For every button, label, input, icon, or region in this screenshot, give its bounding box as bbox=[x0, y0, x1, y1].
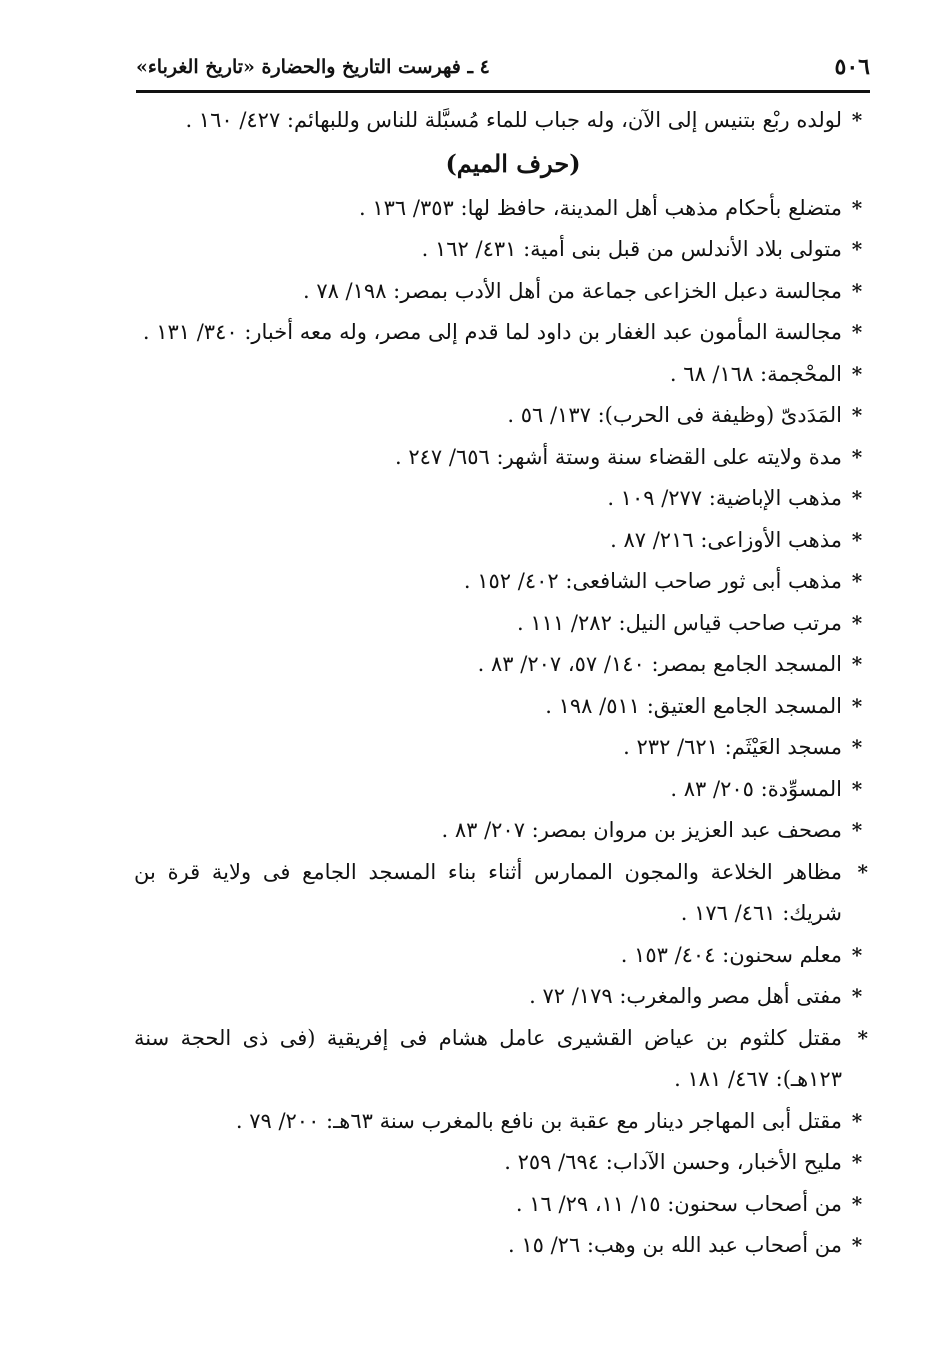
entry-text: متضلع بأحكام مذهب أهل المدينة، حافظ لها: ٣٥٣/ ١٣٦ . bbox=[359, 195, 842, 220]
entry-marker: * bbox=[851, 569, 863, 593]
entry-text: مصحف عبد العزيز بن مروان بمصر: ٢٠٧/ ٨٣ . bbox=[441, 818, 842, 842]
index-entry bbox=[134, 1018, 868, 1101]
index-entry bbox=[134, 727, 868, 769]
entry-marker: * bbox=[851, 652, 863, 676]
entry-marker: * bbox=[851, 527, 863, 552]
entry-text: مرتب صاحب قياس النيل: ٢٨٢/ ١١١ . bbox=[517, 610, 842, 635]
entry-text: مسجد العَيْثَم: ٦٢١/ ٢٣٢ . bbox=[623, 735, 842, 759]
entry-text: مقتل أبى المهاجر دينار مع عقبة بن نافع بالمغرب سنة ٦٣هـ: ٢٠٠/ ٧٩ . bbox=[235, 1108, 842, 1133]
entry-text: المسجد الجامع العتيق: ٥١١/ ١٩٨ . bbox=[545, 693, 842, 718]
entry-text: مليح الأخبار، وحسن الآداب: ٦٩٤/ ٢٥٩ . bbox=[504, 1150, 842, 1174]
entry-marker: * bbox=[851, 735, 863, 759]
index-entry bbox=[134, 354, 868, 396]
index-entry bbox=[134, 1142, 868, 1184]
index-entry bbox=[134, 271, 868, 313]
index-entry bbox=[134, 1101, 868, 1143]
index-entry bbox=[134, 769, 868, 811]
entry-text: مفتى أهل مصر والمغرب: ١٧٩/ ٧٢ . bbox=[529, 984, 842, 1008]
index-entry bbox=[134, 395, 868, 437]
entry-marker: * bbox=[851, 818, 863, 842]
entry-text: مجالسة المأمون عبد الغفار بن داود لما قدم إلى مصر، وله معه أخبار: ٣٤٠/ ١٣١ . bbox=[142, 320, 842, 344]
running-header-title: ٤ ـ فهرست التاريخ والحضارة «تاريخ الغرباء» bbox=[136, 56, 490, 78]
running-header bbox=[136, 50, 870, 86]
entry-marker: * bbox=[851, 361, 863, 386]
entry-text: مذهب أبى ثور صاحب الشافعى: ٤٠٢/ ١٥٢ . bbox=[463, 569, 842, 593]
entry-marker: * bbox=[851, 1233, 863, 1257]
index-entry bbox=[134, 561, 868, 603]
entry-marker: * bbox=[851, 1108, 863, 1133]
index-entry bbox=[134, 229, 868, 271]
entry-text: المسجد الجامع بمصر: ١٤٠/ ٥٧، ٢٠٧/ ٨٣ . bbox=[477, 652, 842, 676]
entry-text: المحْجمة: ١٦٨/ ٦٨ . bbox=[669, 361, 842, 386]
entry-text: مقتل كلثوم بن عياض القشيرى عامل هشام فى إفريقية (فى ذى الحجة سنة ١٢٣هـ): ٤٦٧/ ١٨١ . bbox=[134, 1025, 842, 1091]
entry-text: من أصحاب عبد الله بن وهب: ٢٦/ ١٥ . bbox=[507, 1233, 842, 1257]
index-entry bbox=[134, 312, 868, 354]
entry-list bbox=[134, 188, 868, 1267]
entry-marker: * bbox=[851, 278, 863, 303]
index-entry bbox=[134, 644, 868, 686]
index-entry bbox=[134, 603, 868, 645]
entry-marker: * bbox=[851, 984, 863, 1008]
entry-marker: * bbox=[851, 942, 863, 967]
entry-marker: * bbox=[857, 1025, 868, 1050]
entry-marker: * bbox=[851, 1150, 863, 1174]
entry-text: مدة ولايته على القضاء سنة وستة أشهر: ٦٥٦/ ٢٤٧ . bbox=[395, 444, 842, 469]
index-content bbox=[134, 100, 868, 1267]
index-entry bbox=[134, 852, 868, 935]
index-entry bbox=[134, 437, 868, 479]
entry-marker: * bbox=[851, 320, 863, 344]
continuation-line bbox=[134, 100, 868, 142]
page-number: ٥٠٦ bbox=[834, 54, 870, 80]
index-entry bbox=[134, 1225, 868, 1267]
entry-text: مذهب الأوزاعى: ٢١٦/ ٨٧ . bbox=[610, 527, 842, 552]
index-entry bbox=[134, 1184, 868, 1226]
entry-text: معلم سحنون: ٤٠٤/ ١٥٣ . bbox=[620, 942, 842, 967]
entry-text: مذهب الإباضية: ٢٧٧/ ١٠٩ . bbox=[607, 486, 842, 510]
index-entry bbox=[134, 478, 868, 520]
index-entry bbox=[134, 810, 868, 852]
entry-text: المَدَدىّ (وظيفة فى الحرب): ١٣٧/ ٥٦ . bbox=[507, 403, 842, 427]
entry-marker: * bbox=[851, 237, 863, 261]
entry-text: مجالسة دعبل الخزاعى جماعة من أهل الأدب بمصر: ١٩٨/ ٧٨ . bbox=[302, 278, 842, 303]
index-entry bbox=[134, 935, 868, 977]
section-heading: (حرف الميم) bbox=[445, 148, 581, 178]
entry-text: مظاهر الخلاعة والمجون الممارس أثناء بناء المسجد الجامع فى ولاية قرة بن شريك: ٤٦١/ ١٧٦ . bbox=[134, 859, 842, 925]
index-entry bbox=[134, 976, 868, 1018]
entry-marker: * bbox=[851, 693, 863, 718]
entry-marker: * bbox=[851, 610, 863, 635]
header-rule bbox=[136, 90, 870, 93]
entry-marker: * bbox=[851, 486, 863, 510]
entry-marker: * bbox=[851, 108, 863, 132]
entry-text: المسوِّدة: ٢٠٥/ ٨٣ . bbox=[670, 776, 842, 801]
continuation-text: لولده ربْع بتنيس إلى الآن، وله جباب للماء مُسبَّلة للناس وللبهائم: ٤٢٧/ ١٦٠ . bbox=[185, 108, 842, 132]
entry-marker: * bbox=[851, 776, 863, 801]
entry-marker: * bbox=[851, 1191, 863, 1216]
index-entry bbox=[134, 686, 868, 728]
entry-marker: * bbox=[857, 859, 868, 884]
index-entry bbox=[134, 188, 868, 230]
entry-marker: * bbox=[851, 195, 863, 220]
entry-marker: * bbox=[851, 403, 863, 427]
entry-text: متولى بلاد الأندلس من قبل بنى أمية: ٤٣١/ ١٦٢ . bbox=[421, 237, 842, 261]
entry-text: من أصحاب سحنون: ١٥/ ١١، ٢٩/ ١٦ . bbox=[515, 1191, 842, 1216]
entry-marker: * bbox=[851, 444, 863, 469]
index-entry bbox=[134, 520, 868, 562]
